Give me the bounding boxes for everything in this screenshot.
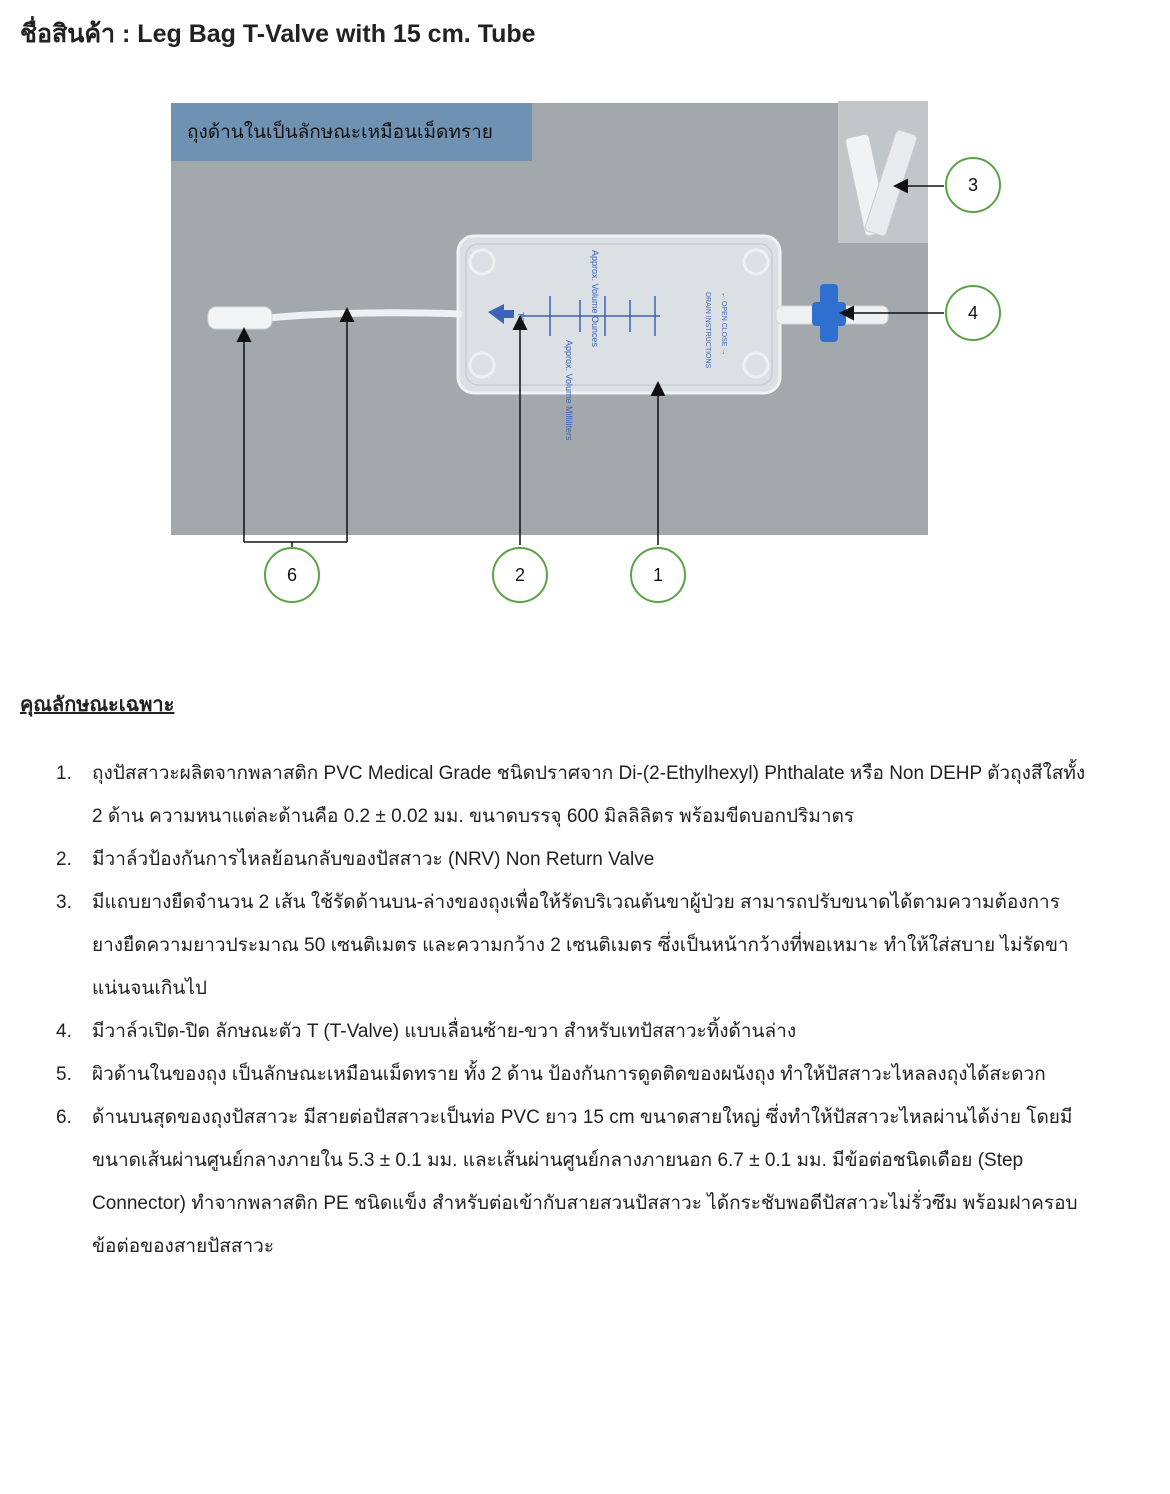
product-title: ชื่อสินค้า : Leg Bag T-Valve with 15 cm. Tube	[20, 20, 536, 48]
texture-banner: ถุงด้านในเป็นลักษณะเหมือนเม็ดทราย	[171, 103, 532, 161]
spec-text: ผิวด้านในของถุง เป็นลักษณะเหมือนเม็ดทราย ทั้ง 2 ด้าน ป้องกันการดูดติดของผนังถุง ทำให้ปัสสาวะไหลลงถุงได้สะดวก	[92, 1064, 1046, 1085]
urine-bag	[458, 236, 780, 441]
callout-3: 3	[945, 157, 1001, 213]
callout-4: 4	[945, 285, 1001, 341]
bag-top-label: TOP	[516, 312, 525, 329]
spec-text: มีแถบยางยืดจำนวน 2 เส้น ใช้รัดด้านบน-ล่างของถุงเพื่อให้รัดบริเวณต้นขาผู้ป่วย สามารถปรับขนาดได้ตามความต้องการ ยางยืดความยาวประมาณ 50 เซนติเมตร และความกว้าง 2 เซนติเมตร ซึ่งเป็นหน้ากว้างที่พอเหมาะ ทำให้ใส่สบาย ไม่รัดขาแน่นจนเกินไป	[92, 892, 1069, 999]
spec-number: 4.	[56, 1021, 72, 1042]
spec-text: ด้านบนสุดของถุงปัสสาวะ มีสายต่อปัสสาวะเป็นท่อ PVC ยาว 15 cm ขนาดสายใหญ่ ซึ่งทำให้ปัสสาวะไหลผ่านได้ง่าย โดยมีขนาดเส้นผ่านศูนย์กลางภายใน 5.3 ± 0.1 มม. และเส้นผ่านศูนย์กลางภายนอก 6.7 ± 0.1 มม. มีข้อต่อชนิดเดือย (Step Connector) ทำจากพลาสติก PE ชนิดแข็ง สำหรับต่อเข้ากับสายสวนปัสสาวะ ได้กระชับพอดีปัสสาวะไม่รั่วซึม พร้อมฝาครอบข้อต่อของสายปัสสาวะ	[92, 1107, 1078, 1257]
inlet-tube	[208, 307, 462, 329]
specifications-list	[56, 752, 1096, 1268]
callout-1: 1	[630, 547, 686, 603]
spec-number: 2.	[56, 849, 72, 870]
bag-open-close-label: ← OPEN CLOSE →	[720, 292, 727, 356]
spec-text: มีวาล์วเปิด-ปิด ลักษณะตัว T (T-Valve) แบบเลื่อนซ้าย-ขวา สำหรับเทปัสสาวะทิ้งด้านล่าง	[92, 1021, 797, 1042]
callout-2: 2	[492, 547, 548, 603]
bag-drain-label: DRAIN INSTRUCTIONS	[704, 292, 711, 369]
spec-item	[56, 1096, 1096, 1268]
spec-number: 1.	[56, 763, 72, 784]
callout-6: 6	[264, 547, 320, 603]
bag-milliliters-label: Approx. Volume Milliliters	[564, 340, 574, 441]
spec-item	[56, 838, 1096, 881]
elastic-straps	[845, 129, 918, 237]
spec-number: 3.	[56, 892, 72, 913]
spec-item	[56, 1010, 1096, 1053]
bag-ounces-label: Approx. Volume Ounces	[590, 250, 600, 348]
spec-number: 6.	[56, 1107, 72, 1128]
spec-item	[56, 881, 1096, 1010]
spec-item	[56, 1053, 1096, 1096]
spec-number: 5.	[56, 1064, 72, 1085]
spec-item	[56, 752, 1096, 838]
product-figure	[0, 0, 1170, 620]
spec-text: มีวาล์วป้องกันการไหลย้อนกลับของปัสสาวะ (NRV) Non Return Valve	[92, 849, 655, 870]
spec-text: ถุงปัสสาวะผลิตจากพลาสติก PVC Medical Grade ชนิดปราศจาก Di-(2-Ethylhexyl) Phthalate หรือ Non DEHP ตัวถุงสีใสทั้ง 2 ด้าน ความหนาแต่ละด้านคือ 0.2 ± 0.02 มม. ขนาดบรรจุ 600 มิลลิลิตร พร้อมขีดบอกปริมาตร	[92, 763, 1086, 827]
specifications-heading: คุณลักษณะเฉพาะ	[20, 694, 175, 716]
